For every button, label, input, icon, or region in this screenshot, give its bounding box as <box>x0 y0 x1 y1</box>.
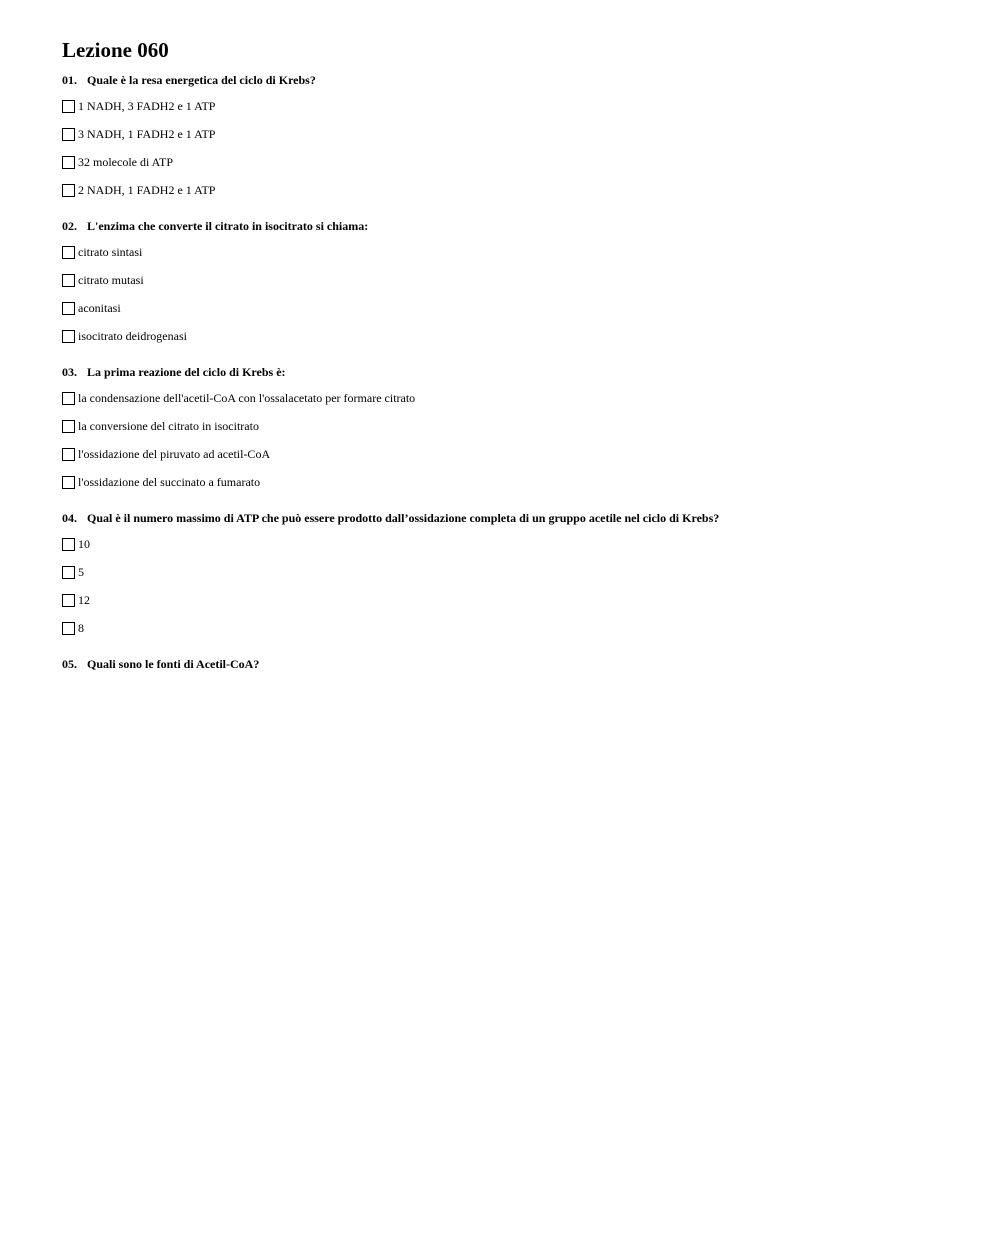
option-03-b[interactable] <box>62 412 962 440</box>
option-label: 3 NADH, 1 FADH2 e 1 ATP <box>78 127 216 141</box>
option-label: 8 <box>78 621 84 635</box>
option-01-a[interactable] <box>62 92 962 120</box>
question-number: 05. <box>62 657 77 671</box>
checkbox[interactable] <box>62 622 75 635</box>
option-label: l'ossidazione del piruvato ad acetil-CoA <box>78 447 271 461</box>
checkbox[interactable] <box>62 128 75 141</box>
checkbox[interactable] <box>62 100 75 113</box>
option-label: 32 molecole di ATP <box>78 155 173 169</box>
option-label: 10 <box>78 537 90 551</box>
option-01-d[interactable] <box>62 176 962 204</box>
checkbox[interactable] <box>62 420 75 433</box>
question-number: 02. <box>62 219 77 233</box>
question-label: L'enzima che converte il citrato in isocitrato si chiama: <box>87 219 369 233</box>
option-02-a[interactable] <box>62 238 962 266</box>
question-number: 03. <box>62 365 77 379</box>
option-04-a[interactable] <box>62 530 962 558</box>
question-02 <box>62 218 962 350</box>
question-text <box>62 364 962 380</box>
question-text <box>62 656 962 672</box>
option-02-d[interactable] <box>62 322 962 350</box>
option-label: aconitasi <box>78 301 121 315</box>
question-label: Qual è il numero massimo di ATP che può essere prodotto dall’ossidazione completa di un gruppo acetile nel ciclo di Krebs? <box>87 511 720 525</box>
option-04-b[interactable] <box>62 558 962 586</box>
question-04 <box>62 510 962 642</box>
question-01 <box>62 72 962 204</box>
checkbox[interactable] <box>62 274 75 287</box>
question-label: Quali sono le fonti di Acetil-CoA? <box>87 657 260 671</box>
question-text <box>62 72 962 88</box>
option-03-c[interactable] <box>62 440 962 468</box>
option-04-d[interactable] <box>62 614 962 642</box>
checkbox[interactable] <box>62 476 75 489</box>
question-label: Quale è la resa energetica del ciclo di Krebs? <box>87 73 316 87</box>
option-label: isocitrato deidrogenasi <box>78 329 187 343</box>
option-01-c[interactable] <box>62 148 962 176</box>
checkbox[interactable] <box>62 448 75 461</box>
option-label: 5 <box>78 565 84 579</box>
question-number: 01. <box>62 73 77 87</box>
question-text <box>62 510 962 526</box>
checkbox[interactable] <box>62 302 75 315</box>
option-label: 12 <box>78 593 90 607</box>
option-03-d[interactable] <box>62 468 962 496</box>
option-03-a[interactable] <box>62 384 962 412</box>
quiz-page <box>62 36 962 676</box>
option-04-c[interactable] <box>62 586 962 614</box>
question-number: 04. <box>62 511 77 525</box>
lesson-title: Lezione 060 <box>62 38 169 62</box>
option-label: 1 NADH, 3 FADH2 e 1 ATP <box>78 99 216 113</box>
checkbox[interactable] <box>62 538 75 551</box>
checkbox[interactable] <box>62 392 75 405</box>
option-label: la condensazione dell'acetil-CoA con l'ossalacetato per formare citrato <box>78 391 416 405</box>
question-03 <box>62 364 962 496</box>
checkbox[interactable] <box>62 246 75 259</box>
option-02-c[interactable] <box>62 294 962 322</box>
question-label: La prima reazione del ciclo di Krebs è: <box>87 365 286 379</box>
checkbox[interactable] <box>62 184 75 197</box>
question-05 <box>62 656 962 672</box>
option-label: l'ossidazione del succinato a fumarato <box>78 475 261 489</box>
option-label: la conversione del citrato in isocitrato <box>78 419 259 433</box>
option-02-b[interactable] <box>62 266 962 294</box>
checkbox[interactable] <box>62 156 75 169</box>
option-01-b[interactable] <box>62 120 962 148</box>
option-label: citrato mutasi <box>78 273 144 287</box>
checkbox[interactable] <box>62 594 75 607</box>
checkbox[interactable] <box>62 566 75 579</box>
option-label: 2 NADH, 1 FADH2 e 1 ATP <box>78 183 216 197</box>
option-label: citrato sintasi <box>78 245 143 259</box>
question-text <box>62 218 962 234</box>
checkbox[interactable] <box>62 330 75 343</box>
